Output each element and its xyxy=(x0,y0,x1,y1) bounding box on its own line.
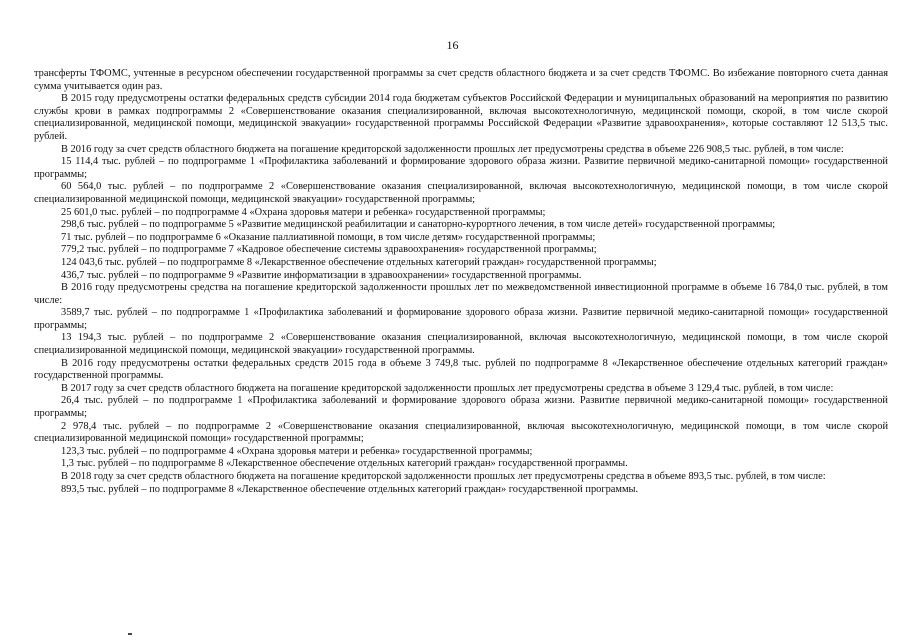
paragraph-2016-regional-budget: В 2016 году за счет средств областного бюджета на погашение кредиторской задолженности прошлых лет предусмотрены средства в объеме 226 908,5 тыс. рублей, в том числе: xyxy=(61,143,844,155)
list-item-subprogram-5: 298,6 тыс. рублей – по подпрограмме 5 «Развитие медицинской реабилитации и санаторно-курортного лечения, в том числе детей» государственной программы; xyxy=(61,219,776,231)
paragraph-2016-federal-remainders: В 2016 году предусмотрены остатки федеральных средств 2015 года в объеме 3 749,8 тыс. рублей по подпрограмме 8 «Лекарственное обеспечение отдельных категорий граждан» государственной программы. xyxy=(34,357,888,382)
paragraph-2015-federal-remainders: В 2015 году предусмотрены остатки федеральных средств субсидии 2014 года бюджетам субъектов Российской Федерации и муниципальных образований на мероприятия по развитию службы крови в рамках подпрограммы 2 «Совершенствование оказания специализированной, включая высокотехнологичную, медицинской помощи, скорой, в том числе скорой специализированной, медицинской помощи, медицинской эвакуации» государственной программы Российской Федерации «Развитие здравоохранения», которые составляют 12 513,5 тыс. рублей. xyxy=(34,93,888,142)
list-item-subprogram-1: 15 114,4 тыс. рублей – по подпрограмме 1 «Профилактика заболеваний и формирование здорового образа жизни. Развитие первичной медико-санитарной помощи» государственной программы; xyxy=(34,156,888,180)
list-item-subprogram-4: 123,3 тыс. рублей – по подпрограмме 4 «Охрана здоровья матери и ребенка» государственной программы; xyxy=(61,445,533,457)
list-item-subprogram-8: 124 043,6 тыс. рублей – по подпрограмме 8 «Лекарственное обеспечение отдельных категорий граждан» государственной программы; xyxy=(61,256,657,268)
list-item-subprogram-4: 25 601,0 тыс. рублей – по подпрограмме 4 «Охрана здоровья матери и ребенка» государственной программы; xyxy=(61,206,546,218)
list-item-subprogram-8: 1,3 тыс. рублей – по подпрограмме 8 «Лекарственное обеспечение отдельных категорий граждан» государственной программы. xyxy=(61,458,628,470)
list-item-subprogram-9: 436,7 тыс. рублей – по подпрограмме 9 «Развитие информатизации в здравоохранении» государственной программы. xyxy=(61,269,582,281)
paragraph-2018-regional-budget: В 2018 году за счет средств областного бюджета на погашение кредиторской задолженности прошлых лет предусмотрены средства в объеме 893,5 тыс. рублей, в том числе: xyxy=(61,471,826,482)
list-item-subprogram-8: 893,5 тыс. рублей – по подпрограмме 8 «Лекарственное обеспечение отдельных категорий граждан» государственной программы. xyxy=(61,483,639,495)
paragraph-2017-regional-budget: В 2017 году за счет средств областного бюджета на погашение кредиторской задолженности прошлых лет предусмотрены средства в объеме 3 129,4 тыс. рублей, в том числе: xyxy=(61,382,834,394)
list-item-subprogram-1: 3589,7 тыс. рублей – по подпрограмме 1 «Профилактика заболеваний и формирование здорового образа жизни. Развитие первичной медико-санитарной помощи» государственной программы; xyxy=(34,307,888,331)
list-item-subprogram-2: 13 194,3 тыс. рублей – по подпрограмме 2 «Совершенствование оказания специализированной, включая высокотехнологичную, медицинской помощи, в том числе скорой специализированной медицинской помощи, медицинской эвакуации» государственной программы. xyxy=(34,332,888,357)
list-item-subprogram-2: 2 978,4 тыс. рублей – по подпрограмме 2 «Совершенствование оказания специализированной, включая высокотехнологичную, медицинской помощи, в том числе скорой специализированной медицинской помощи» государственной программы; xyxy=(34,420,888,445)
paragraph-continuation: трансферты ТФОМС, учтенные в ресурсном обеспечении государственной программы за счет средств областного бюджета и за счет средств ТФОМС. Во избежание повторного счета данная сумма учитывается один раз. xyxy=(34,68,888,92)
scan-artifact xyxy=(128,633,132,635)
list-item-subprogram-7: 779,2 тыс. рублей – по подпрограмме 7 «Кадровое обеспечение системы здравоохранения» государственной программы; xyxy=(61,244,597,256)
document-body xyxy=(34,68,888,496)
list-item-subprogram-6: 71 тыс. рублей – по подпрограмме 6 «Оказание паллиативной помощи, в том числе детям» государственной программы; xyxy=(61,231,596,243)
page-number: 16 xyxy=(446,38,459,52)
list-item-subprogram-1: 26,4 тыс. рублей – по подпрограмме 1 «Профилактика заболеваний и формирование здорового образа жизни. Развитие первичной медико-санитарной помощи» государственной программы; xyxy=(34,395,888,420)
list-item-subprogram-2: 60 564,0 тыс. рублей – по подпрограмме 2 «Совершенствование оказания специализированной, включая высокотехнологичную, медицинской помощи, в том числе скорой специализированной медицинской помощи, медицинской эвакуации» государственной программы; xyxy=(34,181,888,205)
paragraph-2016-investment-program: В 2016 году предусмотрены средства на погашение кредиторской задолженности прошлых лет по межведомственной инвестиционной программе в объеме 16 784,0 тыс. рублей, в том числе: xyxy=(34,282,888,306)
